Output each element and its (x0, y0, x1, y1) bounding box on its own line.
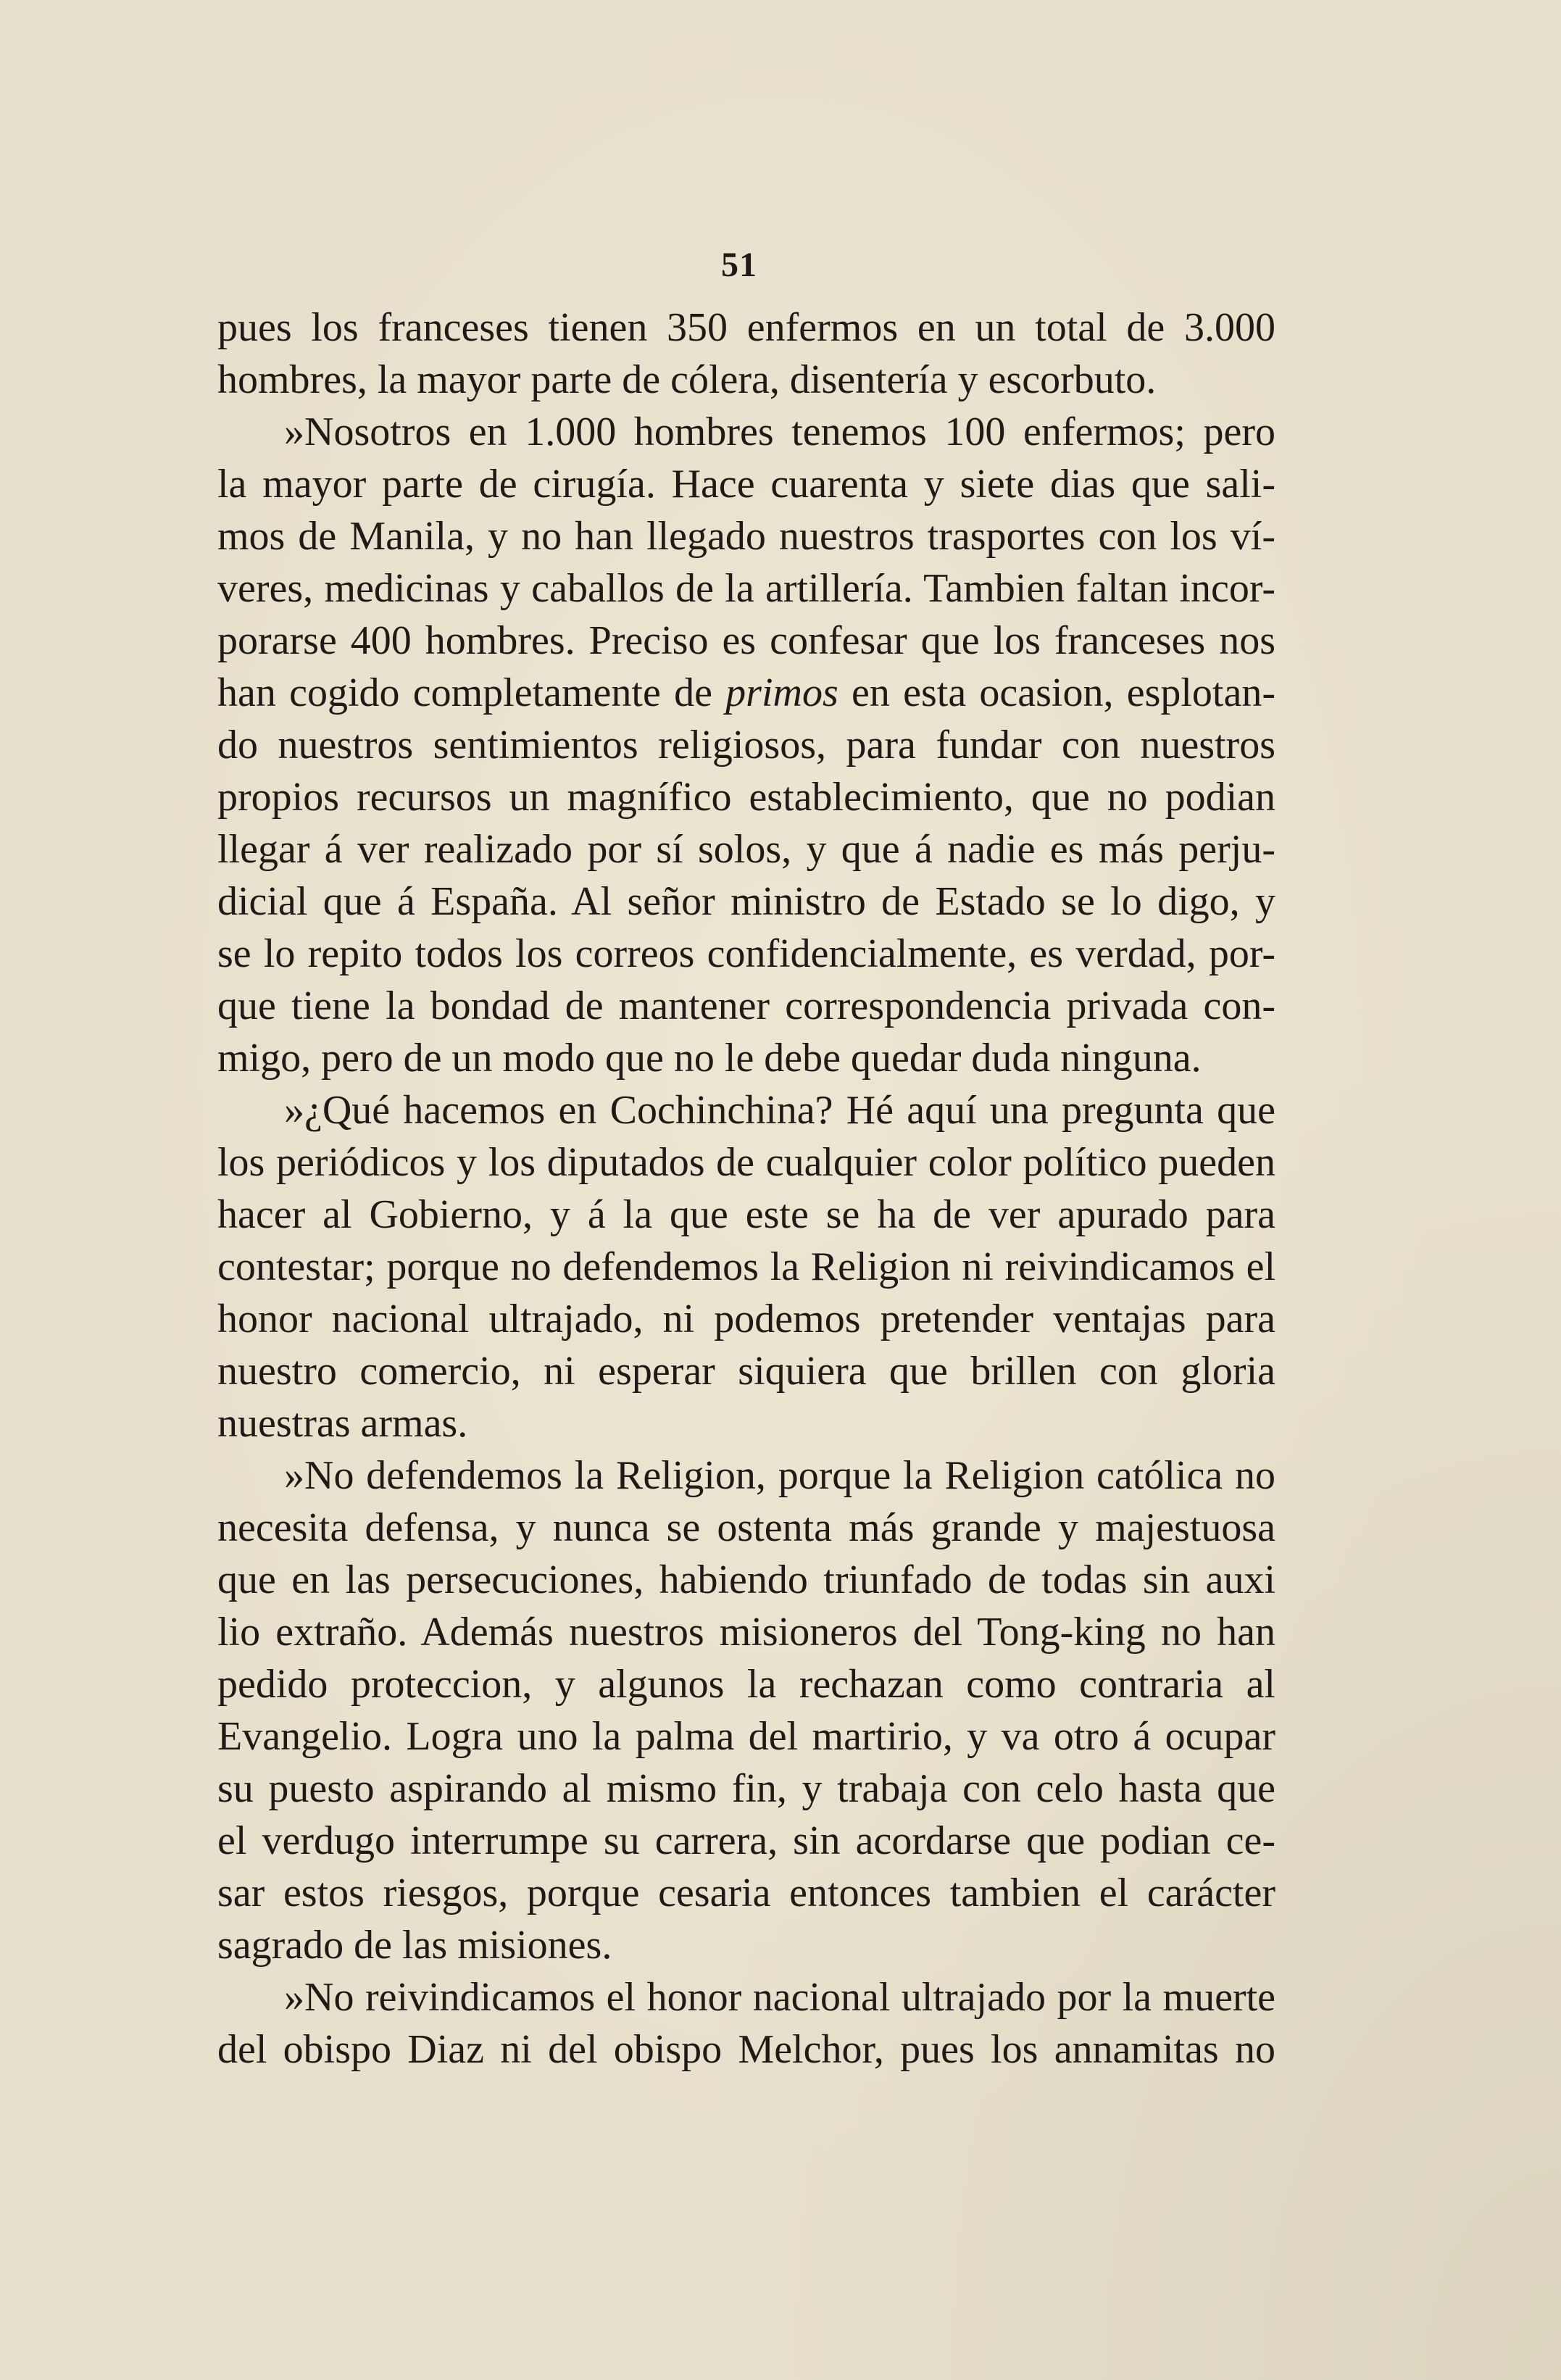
text-line: necesita defensa, y nunca se ostenta más grande y majestuosa (217, 1505, 1275, 1550)
text-line: propios recursos un magnífico establecimiento, que no podian (217, 775, 1275, 820)
text-line: do nuestros sentimientos religiosos, para fundar con nuestros (217, 723, 1275, 767)
text-line: los periódicos y los diputados de cualquier color político pueden (217, 1140, 1275, 1185)
text-segment: han cogido completamente de (217, 670, 726, 715)
text-line: honor nacional ultrajado, ni podemos pretender ventajas para (217, 1297, 1275, 1341)
text-line: sar estos riesgos, porque cesaria entonces tambien el carácter (217, 1871, 1275, 1915)
italic-word: primos (725, 670, 838, 715)
paragraph-start-line: »¿Qué hacemos en Cochinchina? Hé aquí una pregunta que (284, 1088, 1275, 1133)
paragraph-start-line: »No reivindicamos el honor nacional ultrajado por la muerte (284, 1975, 1275, 2020)
text-line: porarse 400 hombres. Preciso es confesar que los franceses nos (217, 618, 1275, 663)
text-line: contestar; porque no defendemos la Religion ni reivindicamos el (217, 1244, 1275, 1289)
text-line: del obispo Diaz ni del obispo Melchor, pues los annamitas no (217, 2027, 1275, 2072)
text-line: mos de Manila, y no han llegado nuestros trasportes con los ví- (217, 514, 1275, 559)
paragraph-start-line: »No defendemos la Religion, porque la Religion católica no (284, 1453, 1275, 1498)
text-line: hombres, la mayor parte de cólera, disentería y escorbuto. (217, 357, 1157, 402)
text-line: migo, pero de un modo que no le debe quedar duda ninguna. (217, 1036, 1202, 1081)
text-line: veres, medicinas y caballos de la artillería. Tambien faltan incor- (217, 566, 1275, 611)
text-line: pues los franceses tienen 350 enfermos en un total de 3.000 (217, 305, 1275, 350)
text-line: dicial que á España. Al señor ministro de Estado se lo digo, y (217, 879, 1275, 924)
text-line: que tiene la bondad de mantener correspondencia privada con- (217, 983, 1275, 1028)
text-line: el verdugo interrumpe su carrera, sin acordarse que podian ce- (217, 1818, 1275, 1863)
page-number: 51 (721, 246, 757, 284)
paragraph-start-line: »Nosotros en 1.000 hombres tenemos 100 enfermos; pero (284, 409, 1275, 454)
body-text (217, 301, 1275, 2076)
text-line: la mayor parte de cirugía. Hace cuarenta y siete dias que sali- (217, 462, 1275, 507)
text-line: Evangelio. Logra uno la palma del martirio, y va otro á ocupar (217, 1714, 1275, 1759)
text-segment: en esta ocasion, esplotan- (838, 670, 1275, 715)
text-line: nuestras armas. (217, 1401, 468, 1446)
text-line: pedido proteccion, y algunos la rechazan como contraria al (217, 1662, 1275, 1707)
text-line: lio extraño. Además nuestros misioneros del Tong-king no han (217, 1610, 1275, 1655)
text-line: sagrado de las misiones. (217, 1923, 612, 1968)
text-line: llegar á ver realizado por sí solos, y que á nadie es más perju- (217, 827, 1275, 872)
text-line: se lo repito todos los correos confidencialmente, es verdad, por- (217, 931, 1275, 976)
text-line: hacer al Gobierno, y á la que este se ha de ver apurado para (217, 1192, 1275, 1237)
text-line: que en las persecuciones, habiendo triunfado de todas sin auxi (217, 1557, 1275, 1602)
text-line (217, 667, 1275, 719)
text-line: nuestro comercio, ni esperar siquiera que brillen con gloria (217, 1349, 1275, 1394)
text-line: su puesto aspirando al mismo fin, y trabaja con celo hasta que (217, 1766, 1275, 1811)
